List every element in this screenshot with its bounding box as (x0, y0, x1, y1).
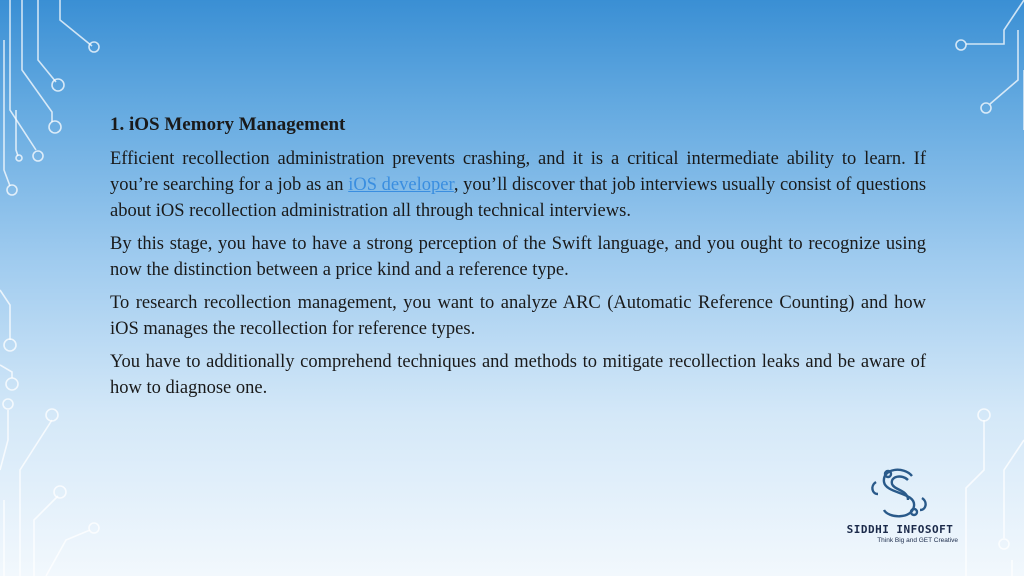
paragraph-4: You have to additionally comprehend techniques and methods to mitigate recollection leaks and be aware of how to diagnose one. (110, 352, 926, 398)
paragraph-1-text-start: Efficient recollection administration prevents crashing, and it is a critical intermediate ability to learn. If you’re searching for a job as an (110, 149, 926, 195)
paragraph-1-text-end: , you’ll discover that job interviews usually consist of questions about iOS recollection administration all through technical interviews. (110, 175, 927, 221)
logo-name: SIDDHI INFOSOFT (846, 523, 954, 536)
slide-heading: 1. iOS Memory Management (110, 114, 346, 135)
ios-developer-link[interactable]: iOS developer (348, 175, 454, 195)
logo-tagline: Think Big and GET Creative (877, 537, 958, 544)
paragraph-3: To research recollection management, you want to analyze ARC (Automatic Reference Counting) and how iOS manages the recollection for reference types. (110, 293, 926, 339)
paragraph-2: By this stage, you have to have a strong perception of the Swift language, and you ought to recognize using now the distinction between a price kind and a reference type. (110, 234, 926, 280)
paragraph-1 (110, 146, 926, 224)
slide-content (110, 112, 926, 408)
